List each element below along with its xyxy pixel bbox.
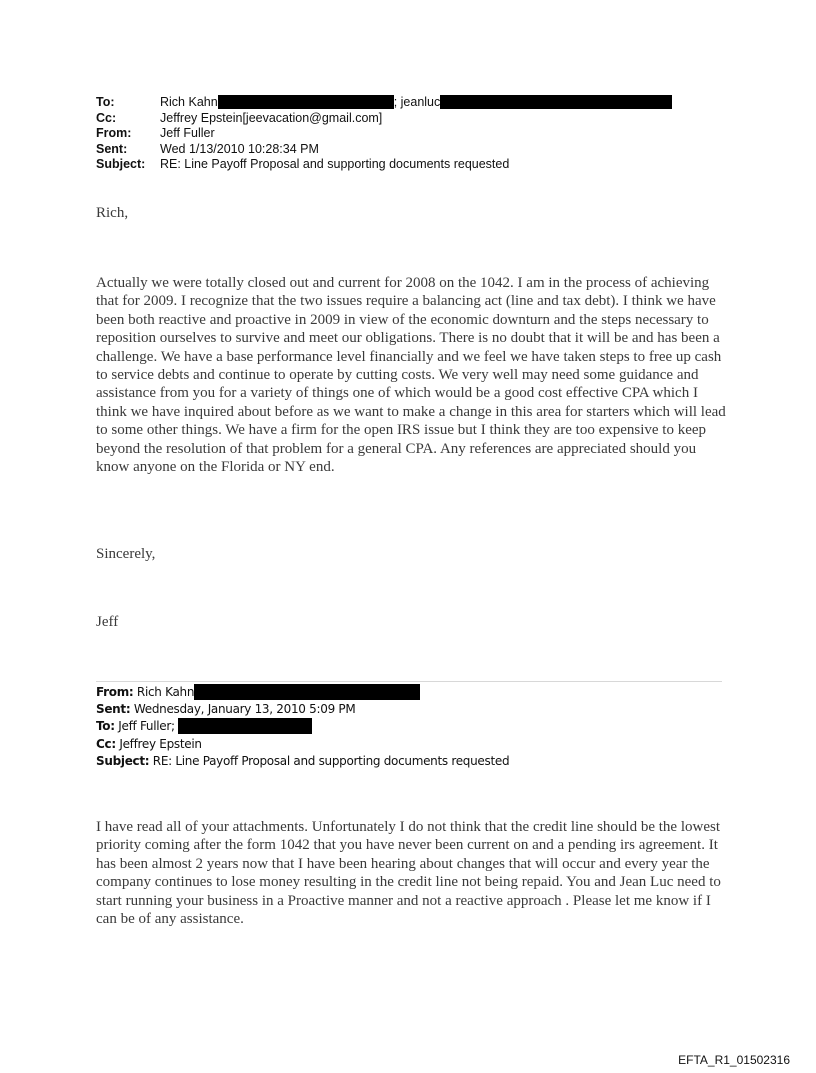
redaction-bar (218, 95, 394, 109)
fwd-cc-label: Cc: (96, 736, 116, 751)
from-value: Jeff Fuller (160, 126, 215, 141)
signature: Jeff (96, 614, 119, 630)
divider (96, 681, 722, 682)
fwd-cc-row (96, 736, 509, 753)
to-label: To: (96, 95, 115, 109)
fwd-to-row (96, 718, 509, 735)
cc-label: Cc: (96, 110, 117, 125)
sent-label: Sent: (96, 141, 128, 156)
forwarded-body: I have read all of your attachments. Unfortunately I do not think that the credit line should be the lowest priority coming after the form 1042 that you have never been current on and a pending irs agreement. It has been almost 2 years now that I have been hearing about changes that will occur and every year the company continues to lose money resulting in the credit line not being repaid. You and Jean Luc need to start running your business in a Proactive manner and not a reactive approach . Please let me know if I can be of any assistance. (96, 819, 721, 928)
fwd-sent-label: Sent: (96, 702, 131, 717)
fwd-subject-value: RE: Line Payoff Proposal and supporting documents requested (152, 753, 510, 768)
fwd-sent-value: Wednesday, January 13, 2010 5:09 PM (133, 702, 356, 717)
fwd-sent-row (96, 701, 509, 718)
to-name: Rich Kahn (160, 95, 218, 109)
greeting: Rich, (96, 205, 129, 221)
closing: Sincerely, (96, 546, 156, 562)
redaction-bar (178, 718, 312, 734)
redaction-bar (440, 95, 672, 109)
fwd-from-value: Rich Kahn (136, 685, 195, 699)
cc-value: Jeffrey Epstein[jeevacation@gmail.com] (160, 110, 383, 125)
fwd-subject-row (96, 753, 509, 770)
subject-value: RE: Line Payoff Proposal and supporting documents requested (160, 157, 510, 172)
document-id: EFTA_R1_01502316 (678, 1053, 790, 1067)
forwarded-header (96, 684, 509, 770)
redaction-bar (194, 684, 420, 700)
fwd-from-label: From: (96, 685, 134, 699)
fwd-subject-label: Subject: (96, 753, 150, 768)
subject-label: Subject: (96, 157, 146, 172)
sent-value: Wed 1/13/2010 10:28:34 PM (160, 141, 319, 156)
from-label: From: (96, 126, 132, 141)
fwd-to-value: Jeff Fuller; (118, 719, 175, 734)
fwd-from-row (96, 684, 509, 701)
fwd-cc-value: Jeffrey Epstein (119, 736, 202, 751)
to-value (160, 95, 672, 111)
to-separator: ; jeanluc (393, 95, 441, 109)
reply-body: Actually we were totally closed out and current for 2008 on the 1042. I am in the process of achieving that for 2009. I recognize that the two issues require a balancing act (line and tax debt). I think we have been both reactive and proactive in 2009 in view of the economic downturn and the steps necessary to reposition ourselves to survive and meet our obligations. There is no doubt that it will be and has been a challenge. We have a base performance level financially and we feel we have taken steps to free up cash to service debts and continue to operate by cutting costs. We very well may need some guidance and assistance from you for a variety of things one of which would be a good cost effective CPA which I think we have inquired about before as we want to make a change in this area for starters which will lead to some other things. We have a firm for the open IRS issue but I think they are too expensive to keep beyond the resolution of that problem for a general CPA. Any references are appreciated should you know anyone on the Florida or NY end. (96, 275, 726, 476)
fwd-to-label: To: (96, 719, 115, 734)
